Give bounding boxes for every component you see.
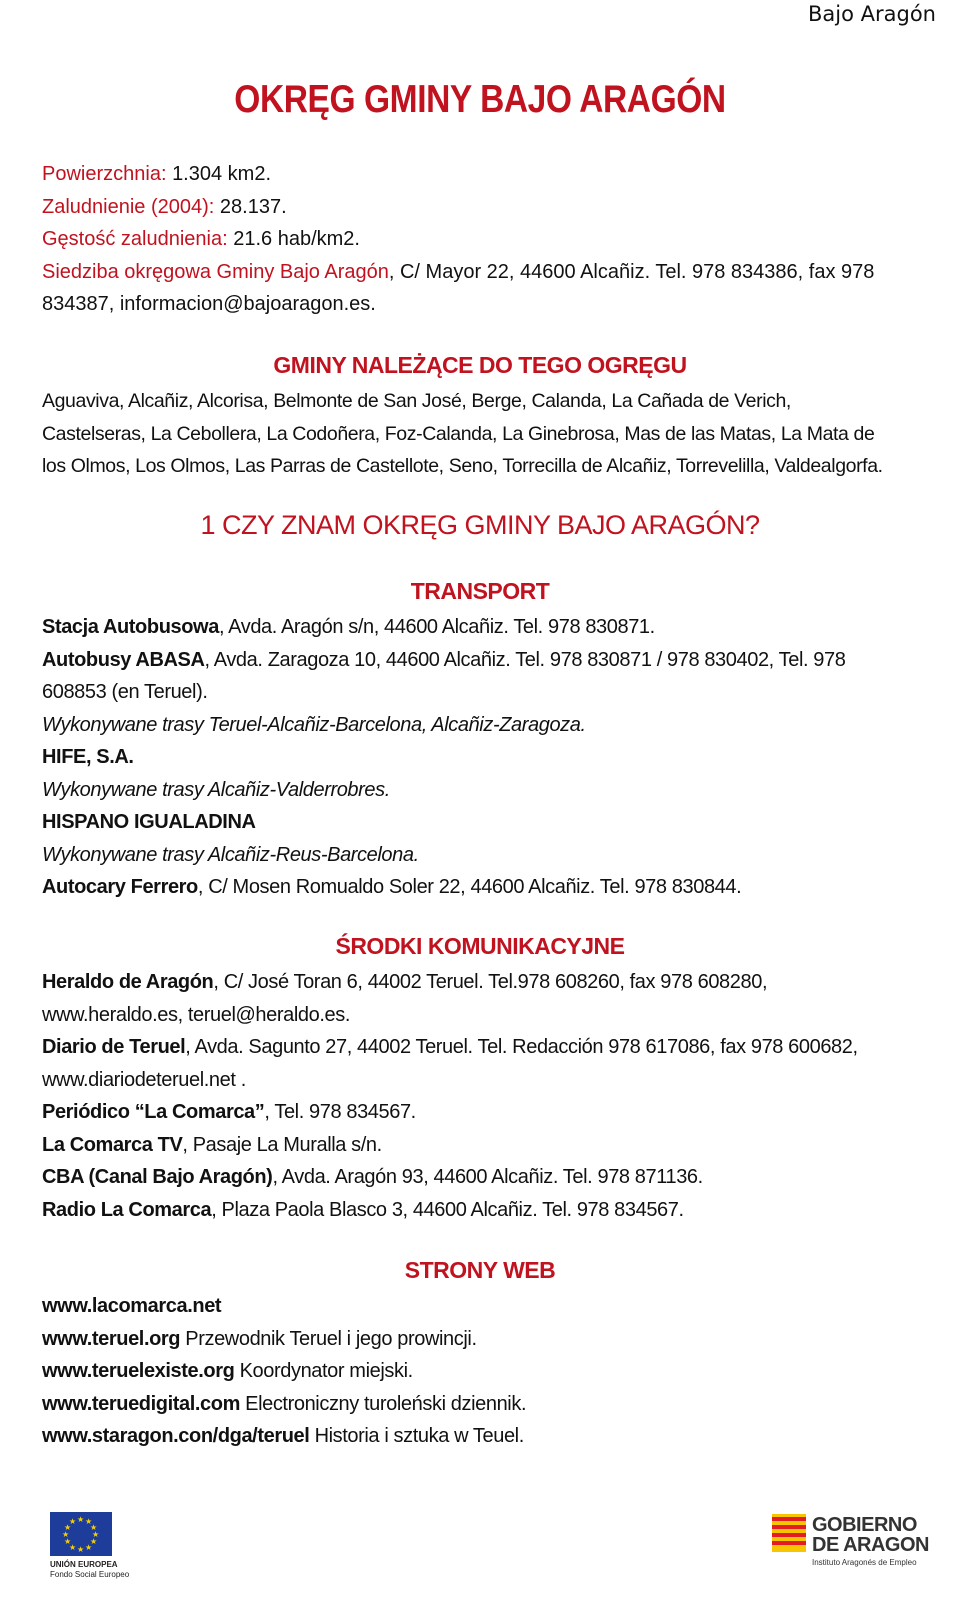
running-header: Bajo Aragón [808, 2, 936, 26]
web-site-4: www.teruedigital.com Electroniczny turoleński dziennik. [42, 1392, 527, 1415]
hife-routes: Wykonywane trasy Alcañiz-Valderrobres. [42, 778, 390, 801]
inaem-text: Instituto Aragonés de Empleo [812, 1558, 917, 1567]
web-site-5: www.staragon.con/dga/teruel Historia i sztuka w Teuel. [42, 1425, 524, 1447]
web-link[interactable]: www.lacomarca.net [42, 1295, 222, 1317]
web-list [42, 1290, 938, 1453]
hispano-routes: Wykonywane trasy Alcañiz-Reus-Barcelona. [42, 843, 419, 866]
web-site-2: www.teruel.org Przewodnik Teruel i jego prowincji. [42, 1327, 477, 1350]
heraldo-line-2: www.heraldo.es, teruel@heraldo.es. [42, 1003, 350, 1026]
cba: CBA (Canal Bajo Aragón), Avda. Aragón 93, 44600 Alcañiz. Tel. 978 871136. [42, 1166, 703, 1188]
stat-area: Powierzchnia: 1.304 km2. [42, 163, 272, 185]
transport-heading: TRANSPORT [410, 578, 550, 604]
region-stats [42, 158, 938, 321]
eu-logo-text: UNIÓN EUROPEA [50, 1560, 118, 1569]
web-site-3: www.teruelexiste.org Koordynator miejski. [42, 1360, 413, 1382]
web-link[interactable]: www.teruel.org [42, 1327, 181, 1350]
question-heading: 1 CZY ZNAM OKRĘG GMINY BAJO ARAGÓN? [200, 510, 760, 540]
stat-population: Zaludnienie (2004): 28.137. [42, 195, 287, 218]
media-list [42, 966, 938, 1226]
eu-logo-subtext: Fondo Social Europeo [50, 1570, 130, 1579]
bus-station: Stacja Autobusowa, Avda. Aragón s/n, 44600 Alcañiz. Tel. 978 830871. [42, 616, 655, 638]
web-link[interactable]: www.teruelexiste.org [42, 1360, 235, 1382]
web-link[interactable]: www.teruedigital.com [42, 1392, 240, 1415]
heraldo-line-1: Heraldo de Aragón, C/ José Toran 6, 44002 Teruel. Tel.978 608260, fax 978 608280, [42, 971, 768, 993]
abasa-routes: Wykonywane trasy Teruel-Alcañiz-Barcelona, Alcañiz-Zaragoza. [42, 713, 586, 736]
municipalities-list [42, 385, 938, 483]
transport-list [42, 611, 938, 904]
web-link[interactable]: www.staragon.con/dga/teruel [42, 1425, 310, 1447]
comarca-tv: La Comarca TV, Pasaje La Muralla s/n. [42, 1133, 382, 1156]
municipalities-heading: GMINY NALEŻĄCE DO TEGO OGRĘGU [273, 352, 687, 378]
eu-logo [50, 1512, 140, 1602]
diario-line-1: Diario de Teruel, Avda. Sagunto 27, 44002 Teruel. Tel. Redacción 978 617086, fax 978 600682, [42, 1036, 858, 1058]
abasa-line-2: 608853 (en Teruel). [42, 681, 208, 703]
page-title: OKRĘG GMINY BAJO ARAGÓN [234, 78, 726, 121]
gobierno-text: GOBIERNO [812, 1514, 917, 1536]
municipalities-line-3: los Olmos, Los Olmos, Las Parras de Castellote, Seno, Torrecilla de Alcañiz, Torrevelilla, Valdealgorfa. [42, 455, 883, 477]
municipalities-line-2: Castelseras, La Cebollera, La Codoñera, Foz-Calanda, La Ginebrosa, Mas de las Matas, La Mata de [42, 422, 875, 445]
hife-name: HIFE, S.A. [42, 746, 134, 768]
seat-line-2: 834387, informacion@bajoaragon.es. [42, 293, 376, 315]
eu-flag-icon: ★ ★ ★ ★ ★ ★ ★ ★ ★ ★ ★ ★ [50, 1512, 112, 1556]
media-heading: ŚRODKI KOMUNIKACYJNE [335, 933, 625, 959]
stat-density: Gęstość zaludnienia: 21.6 hab/km2. [42, 228, 360, 250]
municipalities-line-1: Aguaviva, Alcañiz, Alcorisa, Belmonte de San José, Berge, Calanda, La Cañada de Verich, [42, 390, 791, 412]
abasa-line-1: Autobusy ABASA, Avda. Zaragoza 10, 44600 Alcañiz. Tel. 978 830871 / 978 830402, Tel. 978 [42, 648, 846, 671]
radio-comarca: Radio La Comarca, Plaza Paola Blasco 3, 44600 Alcañiz. Tel. 978 834567. [42, 1198, 684, 1221]
periodico: Periódico “La Comarca”, Tel. 978 834567. [42, 1101, 416, 1123]
seat-line-1: Siedziba okręgowa Gminy Bajo Aragón, C/ Mayor 22, 44600 Alcañiz. Tel. 978 834386, fax 978 [42, 260, 875, 283]
web-site-1 [42, 1290, 938, 1323]
web-heading: STRONY WEB [404, 1257, 556, 1283]
de-aragon-text: DE ARAGON [812, 1534, 929, 1556]
gobierno-aragon-logo [772, 1514, 942, 1604]
hispano-name: HISPANO IGUALADINA [42, 811, 256, 833]
aragon-flag-icon [772, 1514, 806, 1552]
diario-line-2: www.diariodeteruel.net . [42, 1068, 246, 1091]
ferrero: Autocary Ferrero, C/ Mosen Romualdo Soler 22, 44600 Alcañiz. Tel. 978 830844. [42, 876, 742, 898]
